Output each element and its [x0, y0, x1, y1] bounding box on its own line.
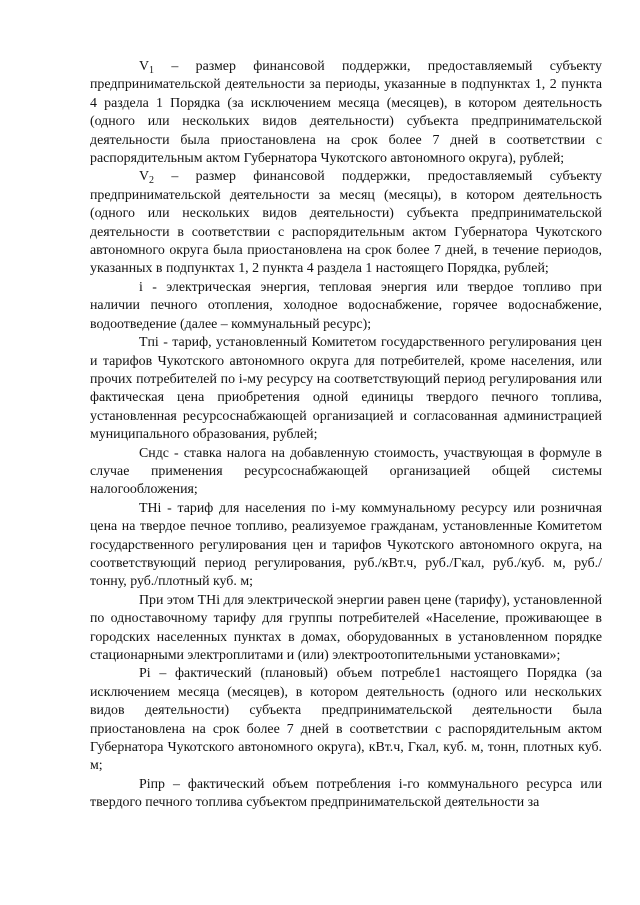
symbol-v: V	[139, 169, 150, 185]
symbol-v: V	[139, 59, 150, 74]
subscript-2: 2	[149, 175, 155, 187]
paragraph-tpi-definition: Tпi - тариф, установленный Комитетом государственного регулирования цен и тарифов Чукотского автономного округа для потребителей, кроме населения, или прочих потребителей по i-му ресурсу на соответствующий период регулирования или фактическая цена приобретения одной единицы твердого печного топлива, установленная ресурсоснабжающей организацией и согласованная администрацией муниципального образования, рублей;	[90, 335, 602, 443]
paragraph-v2-definition	[90, 168, 602, 278]
subscript-1: 1	[149, 65, 155, 76]
paragraph-text: – размер финансовой поддержки, предоставляемый субъекту предпринимательской деятельности за периоды, указанные в подпунктах 1, 2 пункта 4 раздела 1 Порядка (за исключением месяца (месяцев), в котором деятельность (одного или нескольких видов деятельности) субъекта предпринимательской деятельности была приостановлена на срок более 7 дней в соответствии с распорядительным актом Губернатора Чукотского автономного округа), рублей;	[90, 59, 602, 167]
paragraph-v1-definition	[90, 58, 602, 168]
document-page	[90, 58, 602, 813]
paragraph-pipr-definition: Piпр – фактический объем потребления i-го коммунального ресурса или твердого печного топлива субъектом предпринимательской деятельности за	[90, 776, 602, 811]
paragraph-i-definition: i - электрическая энергия, тепловая энергия или твердое топливо при наличии печного отопления, холодное водоснабжение, горячее водоснабжение, водоотведение (далее – коммунальный ресурс);	[90, 279, 602, 332]
paragraph-thi-definition: THi - тариф для населения по i-му коммунальному ресурсу или розничная цена на твердое печное топливо, реализуемое гражданам, установленные Комитетом государственного регулирования цен и тарифов Чукотского автономного округа, на соответствующий период регулирования, руб./кВт.ч, руб./Гкал, руб./куб. м, руб./тонну, руб./плотный куб. м;	[90, 500, 602, 590]
paragraph-text: – размер финансовой поддержки, предоставляемый субъекту предпринимательской деятельности за месяц (месяцы), в котором деятельность (одного или нескольких видов деятельности) субъекта предпринимательской деятельности в соответствии с распорядительным актом Губернатора Чукотского автономного округа была приостановлена на срок более 7 дней, в течение периодов, указанных в подпунктах 1, 2 пункта 4 раздела 1 настоящего Порядка, рублей;	[90, 169, 602, 277]
paragraph-pi-definition: Pi – фактический (плановый) объем потребле1 настоящего Порядка (за исключением месяца (месяцев), в котором деятельность (одного или нескольких видов деятельности) субъекта предпринимательской деятельности была приостановлена на срок более 7 дней в соответствии с распорядительным актом Губернатора Чукотского автономного округа), кВт.ч, Гкал, куб. м, тонн, плотных куб. м;	[90, 666, 602, 774]
paragraph-thi-electricity-note: При этом THi для электрической энергии равен цене (тарифу), установленной по одноставочному тарифу для группы потребителей «Население, проживающее в городских населенных пунктах в домах, оборудованных в установленном порядке стационарными электроплитами и (или) электроотопительными установками»;	[90, 592, 603, 663]
paragraph-cnds-definition: Cндс - ставка налога на добавленную стоимость, участвующая в формуле в случае применения ресурсоснабжающей организацией общей системы налогообложения;	[90, 445, 602, 498]
